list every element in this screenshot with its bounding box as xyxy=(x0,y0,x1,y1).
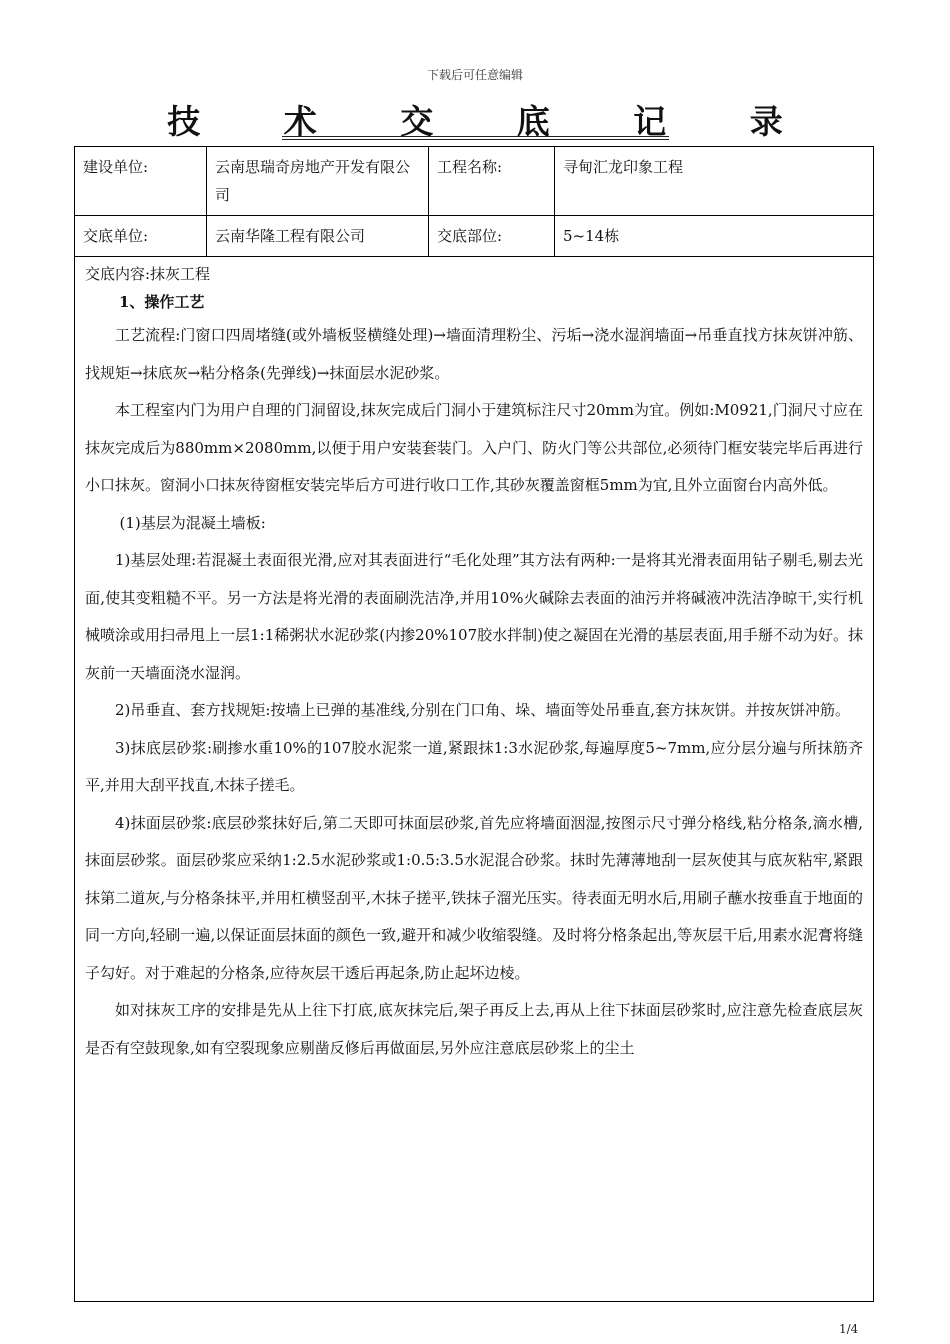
handover-part-value: 5~14栋 xyxy=(555,216,874,257)
content-cell xyxy=(75,257,874,1302)
row-build-unit xyxy=(75,147,874,216)
row-handover-unit xyxy=(75,216,874,257)
project-name-value: 寻甸汇龙印象工程 xyxy=(555,147,874,216)
paragraph-process-flow: 工艺流程:门窗口四周堵缝(或外墙板竖横缝处理)→墙面清理粉尘、污垢→浇水湿润墙面→吊垂直找方抹灰饼冲筋、找规矩→抹底灰→粘分格条(先弹线)→抹面层水泥砂浆。 xyxy=(85,326,863,382)
section-heading-operation: 1、操作工艺 xyxy=(119,293,205,311)
paragraph-base-concrete: (1)基层为混凝土墙板: xyxy=(119,513,266,532)
paragraph-step-2: 2)吊垂直、套方找规矩:按墙上已弹的基准线,分别在门口角、垛、墙面等处吊垂直,套方抹灰饼。并按灰饼冲筋。 xyxy=(115,701,850,719)
paragraph-step-3: 3)抹底层砂浆:刷掺水重10%的107胶水泥浆一道,紧跟抹1:3水泥砂浆,每遍厚度5~7mm,应分层分遍与所抹筋齐平,并用大刮平找直,木抹子搓毛。 xyxy=(85,738,863,794)
build-unit-label: 建设单位: xyxy=(75,147,207,216)
content-heading: 交底内容:抹灰工程 xyxy=(85,265,211,283)
title-underline-double xyxy=(282,139,669,140)
document-title-text: 技 术 交 底 记 录 xyxy=(167,102,819,141)
row-content xyxy=(75,257,874,1302)
handover-record-table xyxy=(74,146,874,1302)
page-number: 1/4 xyxy=(839,1322,859,1336)
project-name-label: 工程名称: xyxy=(429,147,555,216)
handover-part-label: 交底部位: xyxy=(429,216,555,257)
paragraph-step-1: 1)基层处理:若混凝土表面很光滑,应对其表面进行“毛化处理”其方法有两种:一是将其光滑表面用钻子剔毛,剔去光面,使其变粗糙不平。另一方法是将光滑的表面刷洗洁净,并用10%火碱除去表面的油污并将碱液冲洗洁净晾干,实行机械喷涂或用扫帚甩上一层1:1稀粥状水泥砂浆(内掺20%107胶水拌制)使之凝固在光滑的基层表面,用手掰不动为好。抹灰前一天墙面浇水湿润。 xyxy=(85,551,863,682)
paragraph-step-4: 4)抹面层砂浆:底层砂浆抹好后,第二天即可抹面层砂浆,首先应将墙面洇湿,按图示尺寸弹分格线,粘分格条,滴水槽,抹面层砂浆。面层砂浆应采纳1:2.5水泥砂浆或1:0.5:3.5水泥混合砂浆。抹时先薄薄地刮一层灰使其与底灰粘牢,紧跟抹第二道灰,与分格条抹平,并用杠横竖刮平,木抹子搓平,铁抹子溜光压实。待表面无明水后,用刷子蘸水按垂直于地面的同一方向,轻刷一遍,以保证面层抹面的颜色一致,避开和减少收缩裂缝。及时将分格条起出,等灰层干后,用素水泥膏将缝子勾好。对于难起的分格条,应待灰层干透后再起条,防止起坏边棱。 xyxy=(85,813,863,982)
title-underline xyxy=(282,136,669,137)
handover-unit-value: 云南华隆工程有限公司 xyxy=(207,216,429,257)
build-unit-value: 云南思瑞奇房地产开发有限公司 xyxy=(207,147,429,216)
paragraph-sequence-note: 如对抹灰工序的安排是先从上往下打底,底灰抹完后,架子再反上去,再从上往下抹面层砂浆时,应注意先检查底层灰是否有空鼓现象,如有空裂现象应剔凿反修后再做面层,另外应注意底层砂浆上的尘土 xyxy=(85,1001,863,1057)
handover-unit-label: 交底单位: xyxy=(75,216,207,257)
download-note: 下载后可任意编辑 xyxy=(426,68,523,82)
paragraph-door-openings: 本工程室内门为用户自理的门洞留设,抹灰完成后门洞小于建筑标注尺寸20mm为宜。例如:M0921,门洞尺寸应在抹灰完成后为880mm×2080mm,以便于用户安装套装门。入户门、防火门等公共部位,必须待门框安装完毕后再进行小口抹灰。窗洞小口抹灰待窗框安装完毕后方可进行收口工作,其砂灰覆盖窗框5mm为宜,且外立面窗台内高外低。 xyxy=(85,401,863,494)
